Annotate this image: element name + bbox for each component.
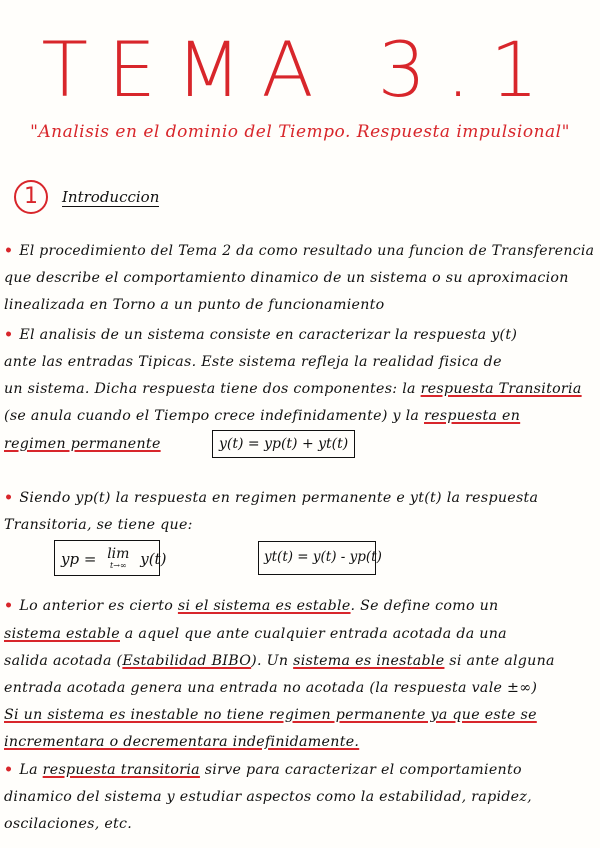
text: un sistema. Dicha respuesta tiene dos componentes: la xyxy=(4,381,421,397)
limit-subscript: t→∞ xyxy=(110,561,127,570)
p5-line-2: dinamico del sistema y estudiar aspectos como la estabilidad, rapidez, xyxy=(4,789,532,805)
text: La xyxy=(19,762,43,778)
underlined-term: Estabilidad BIBO xyxy=(122,653,252,669)
bullet-marker: • xyxy=(4,762,14,778)
text: El analisis de un sistema consiste en caracterizar la respuesta y(t) xyxy=(19,327,518,343)
formula-box: y(t) = yp(t) + yt(t) xyxy=(212,430,355,458)
page-subtitle: "Analisis en el dominio del Tiempo. Respuesta impulsional" xyxy=(30,122,570,142)
p1-line-2: que describe el comportamiento dinamico de un sistema o su aproximacion xyxy=(4,270,569,286)
formula: yt(t) = y(t) - yp(t) xyxy=(264,549,382,565)
limit xyxy=(107,546,130,571)
text: Lo anterior es cierto xyxy=(19,598,178,614)
p4-line-1 xyxy=(4,598,596,614)
underlined-term: incrementara o decrementara indefinidamente. xyxy=(4,734,360,750)
text: a aquel que ante cualquier entrada acotada da una xyxy=(119,626,507,642)
text: si ante alguna xyxy=(444,653,555,669)
text: salida acotada ( xyxy=(4,653,123,669)
p2-line-3 xyxy=(4,381,596,397)
formula-lhs: yp = xyxy=(61,550,97,568)
text: ). Un xyxy=(251,653,294,669)
formula-box-transitory xyxy=(258,541,382,575)
p2-line-2: ante las entradas Tipicas. Este sistema refleja la realidad fisica de xyxy=(4,354,502,370)
p4-line-4: entrada acotada genera una entrada no acotada (la respuesta vale ±∞) xyxy=(4,680,538,696)
p1-line-1 xyxy=(4,243,596,259)
formula-box-permanent xyxy=(54,540,167,576)
underlined-term: sistema es inestable xyxy=(293,653,445,669)
underlined-term: si el sistema es estable xyxy=(177,598,351,614)
p1-line-3: linealizada en Torno a un punto de funcionamiento xyxy=(4,297,385,313)
p3-line-2: Transitoria, se tiene que: xyxy=(4,517,193,533)
text: . Se define como un xyxy=(350,598,499,614)
p2-line-1 xyxy=(4,327,596,343)
bullet-marker: • xyxy=(4,243,14,259)
bullet-marker: • xyxy=(4,327,14,343)
text: El procedimiento del Tema 2 da como resultado una funcion de Transferencia xyxy=(19,243,595,259)
section-number: 1 xyxy=(14,180,48,214)
underlined-term: sistema estable xyxy=(4,626,120,642)
page-title: TEMA 3.1 xyxy=(41,25,559,114)
formula-rhs: y(t) xyxy=(140,550,167,568)
underlined-term: respuesta transitoria xyxy=(42,762,200,778)
p4-line-5 xyxy=(4,707,596,723)
underlined-term: Si un sistema es inestable no tiene regimen permanente ya que este se xyxy=(4,707,537,723)
p4-line-2 xyxy=(4,626,596,642)
p3-line-1 xyxy=(4,490,596,506)
bullet-marker: • xyxy=(4,490,14,506)
limit-operator: lim xyxy=(107,546,130,562)
text: (se anula cuando el Tiempo crece indefinidamente) y la xyxy=(4,408,424,424)
p4-line-3 xyxy=(4,653,596,669)
p4-line-6 xyxy=(4,734,596,750)
underlined-term: respuesta Transitoria xyxy=(420,381,582,397)
p5-line-3: oscilaciones, etc. xyxy=(4,816,133,832)
text: Siendo yp(t) la respuesta en regimen permanente e yt(t) la respuesta xyxy=(19,490,539,506)
bullet-marker: • xyxy=(4,598,14,614)
p2-line-4 xyxy=(4,408,596,424)
p5-line-1 xyxy=(4,762,596,778)
underlined-term: respuesta en xyxy=(424,408,521,424)
text: sirve para caracterizar el comportamiento xyxy=(199,762,522,778)
section-title: Introduccion xyxy=(62,188,160,206)
underlined-term: regimen permanente xyxy=(4,436,161,452)
